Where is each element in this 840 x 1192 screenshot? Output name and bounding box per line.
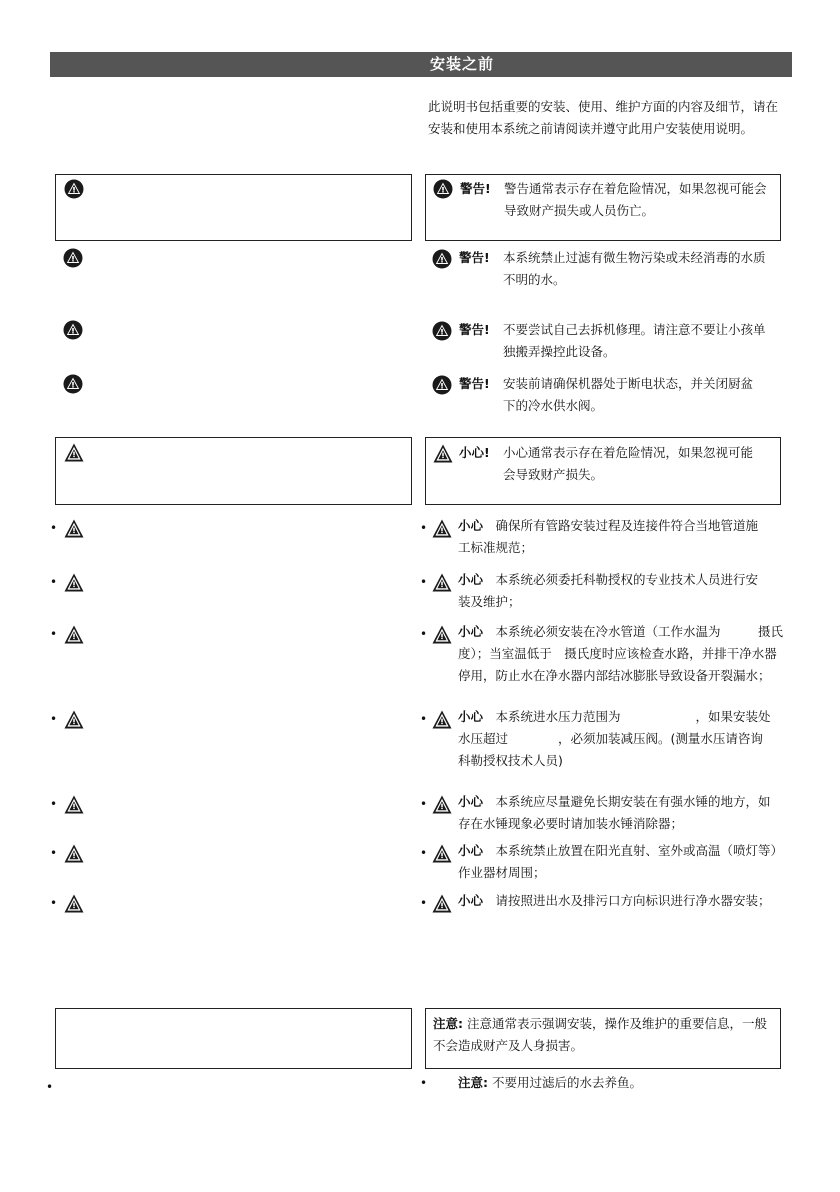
- bullet: •: [50, 575, 58, 589]
- bullet: •: [420, 712, 428, 726]
- bullet: •: [420, 575, 428, 589]
- text-line: [458, 706, 798, 728]
- warning-text: [503, 373, 783, 417]
- text-span: 请按照进出水及排污口方向标识进行净水器安装；: [495, 893, 771, 908]
- text-line: 度）；当室温低于 摄氏度时应该检查水路，并排干净水器: [458, 646, 777, 661]
- warning-text: [503, 319, 783, 363]
- caution-text: [458, 791, 798, 835]
- text-span: 确保所有管路安装过程及连接件符合当地管道施: [495, 518, 759, 533]
- bullet: •: [46, 1080, 54, 1094]
- warning-text: [503, 247, 783, 291]
- caution-icon: [432, 573, 452, 592]
- text-line: 装及维护；: [458, 594, 521, 609]
- text-span: 本系统进水压力范围为 ，如果安装处: [495, 709, 771, 724]
- caution-icon: [64, 844, 84, 863]
- warning-definition-box: [425, 174, 781, 241]
- text-line: 不要尝试自己去拆机修理。请注意不要让小孩单: [503, 322, 766, 337]
- bullet: •: [50, 846, 58, 860]
- bullet: •: [50, 797, 58, 811]
- caution-definition-text: [503, 442, 783, 486]
- warning-label: 警告!: [459, 322, 490, 337]
- bullet: •: [420, 627, 428, 641]
- text-line: [458, 515, 788, 537]
- bullet: •: [420, 896, 428, 910]
- notice-definition-text: [433, 1013, 778, 1057]
- text-line: 存在水锤现象必要时请加装水锤消除器；: [458, 816, 684, 831]
- text-line: 小心通常表示存在着危险情况，如果忽视可能: [503, 445, 754, 460]
- caution-text: [458, 706, 798, 772]
- left-notice-definition-box: [55, 1008, 412, 1069]
- caution-text: [458, 621, 798, 687]
- text-span: 本系统必须委托科勒授权的专业技术人员进行安: [495, 572, 759, 587]
- section-title: 安装之前: [430, 55, 495, 73]
- caution-label: 小心: [458, 843, 484, 858]
- caution-label: 小心!: [459, 445, 490, 460]
- bullet: •: [420, 846, 428, 860]
- caution-text: [458, 569, 788, 613]
- caution-text: [458, 890, 798, 912]
- warning-icon: [432, 321, 452, 341]
- caution-icon: [64, 443, 84, 462]
- caution-label: 小心: [458, 794, 484, 809]
- intro-paragraph: [428, 96, 788, 140]
- notice-definition-box: [425, 1008, 781, 1069]
- text-span: 不要用过滤后的水去养鱼。: [491, 1075, 642, 1090]
- caution-icon: [433, 444, 453, 463]
- intro-line: 安装和使用本系统之前请阅读并遵守此用户安装使用说明。: [428, 121, 754, 136]
- caution-icon: [64, 894, 84, 913]
- text-span: 本系统应尽量避免长期安装在有强水锤的地方，如: [495, 794, 771, 809]
- bullet: •: [50, 521, 58, 535]
- text-line: 科勒授权技术人员): [458, 753, 563, 768]
- caution-label: 小心: [458, 572, 484, 587]
- text-line: 不明的水。: [503, 272, 566, 287]
- left-caution-definition-box: [55, 437, 412, 505]
- text-line: 导致财产损失或人员伤亡。: [504, 203, 655, 218]
- caution-icon: [432, 625, 452, 644]
- caution-icon: [432, 795, 452, 814]
- text-line: [433, 1013, 778, 1035]
- text-line: [458, 621, 798, 643]
- caution-text: [458, 840, 798, 884]
- warning-label: 警告!: [459, 376, 490, 391]
- text-line: [458, 569, 788, 591]
- text-line: 独搬弄操控此设备。: [503, 344, 616, 359]
- warning-item: [432, 319, 782, 369]
- text-line: 会导致财产损失。: [503, 467, 604, 482]
- warning-icon: [63, 320, 83, 340]
- caution-definition-box: [425, 437, 781, 505]
- caution-label: 小心: [458, 893, 484, 908]
- caution-icon: [432, 894, 452, 913]
- caution-text: [458, 515, 788, 559]
- text-line: 警告通常表示存在着危险情况，如果忽视可能会: [504, 181, 767, 196]
- notice-label: 注意:: [433, 1016, 463, 1031]
- intro-line: 此说明书包括重要的安装、使用、维护方面的内容及细节，请在: [428, 99, 779, 114]
- text-line: 不会造成财产及人身损害。: [433, 1038, 584, 1053]
- bullet: •: [50, 627, 58, 641]
- caution-icon: [64, 573, 84, 592]
- caution-icon: [64, 710, 84, 729]
- caution-label: 小心: [458, 518, 484, 533]
- warning-icon: [432, 375, 452, 395]
- notice-label: 注意:: [458, 1075, 488, 1090]
- warning-item: [432, 247, 782, 297]
- warning-label: 警告!: [460, 181, 491, 196]
- text-line: 工标准规范；: [458, 540, 534, 555]
- caution-label: 小心: [458, 624, 484, 639]
- bullet: •: [50, 712, 58, 726]
- caution-icon: [64, 519, 84, 538]
- notice-text: [458, 1072, 778, 1094]
- warning-icon: [64, 179, 84, 199]
- text-line: 水压超过 ，必须加装减压阀。(测量水压请咨询: [458, 731, 763, 746]
- caution-icon: [432, 519, 452, 538]
- text-line: 下的冷水供水阀。: [503, 398, 604, 413]
- warning-label: 警告!: [459, 250, 490, 265]
- text-span: 注意通常表示强调安装，操作及维护的重要信息，一般: [466, 1016, 767, 1031]
- warning-definition-text: [504, 178, 784, 222]
- text-span: 本系统必须安装在冷水管道（工作水温为 摄氏: [495, 624, 784, 639]
- text-span: 本系统禁止放置在阳光直射、室外或高温（喷灯等）: [495, 843, 784, 858]
- bullet: •: [420, 521, 428, 535]
- text-line: [458, 890, 798, 912]
- section-header-bar: [50, 52, 792, 77]
- warning-icon: [432, 249, 452, 269]
- text-line: 安装前请确保机器处于断电状态，并关闭厨盆: [503, 376, 754, 391]
- warning-item: [432, 373, 782, 423]
- bullet: •: [50, 896, 58, 910]
- warning-icon: [63, 248, 83, 268]
- text-line: [458, 791, 798, 813]
- warning-icon: [433, 179, 453, 199]
- text-line: 作业器材周围；: [458, 865, 546, 880]
- text-line: [458, 840, 798, 862]
- text-line: 停用，防止水在净水器内部结冰膨胀导致设备开裂漏水；: [458, 668, 771, 683]
- text-line: 本系统禁止过滤有微生物污染或未经消毒的水质: [503, 250, 766, 265]
- caution-icon: [64, 795, 84, 814]
- caution-icon: [432, 710, 452, 729]
- caution-icon: [432, 844, 452, 863]
- caution-icon: [64, 625, 84, 644]
- bullet: •: [420, 797, 428, 811]
- warning-icon: [63, 374, 83, 394]
- bullet: •: [420, 1076, 428, 1090]
- left-warning-definition-box: [55, 174, 412, 241]
- caution-label: 小心: [458, 709, 484, 724]
